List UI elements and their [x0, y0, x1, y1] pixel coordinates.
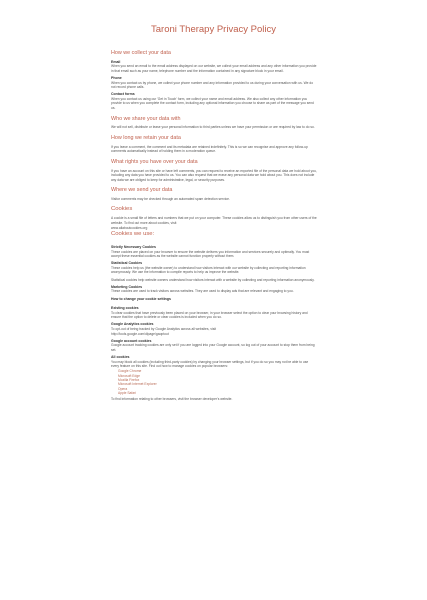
all-cookies-subheading: All cookies: [111, 354, 130, 359]
other-browsers-paragraph: To find information relating to other browsers, visit the browser developer's website.: [111, 396, 233, 401]
rights-heading: What rights you have over your data: [111, 159, 198, 166]
share-heading: Who we share your data with: [111, 115, 181, 122]
email-paragraph: When you send an email to the email address displayed on our website, we collect your email address and any other information you provide in that email such as your name, telephone number and the information contained in any signature block in your email.: [111, 64, 317, 73]
browser-link-opera[interactable]: Opera: [118, 386, 128, 391]
forms-paragraph: When you contact us using our 'Get in Touch' form, we collect your name and email address. We also collect any other information you provide to us when you complete the contact form, including any optional information you choose to share as part of the message you send us.: [111, 96, 314, 110]
change-settings-subheading: How to change your cookie settings: [111, 296, 171, 301]
rights-paragraph: If you have an account on this site or have left comments, you can request to receive an exported file of the personal data we hold about you, including any data you have provided to us. You can also request that we erase any personal data we hold about you. This does not include any data we are obliged to keep for administrative, legal, or security purposes.: [111, 168, 317, 182]
retain-heading: How long we retain your data: [111, 135, 181, 142]
mkt-cookies-paragraph: These cookies are used to track visitors across websites. They are used to display ads that are relevant and engaging to you.: [111, 289, 294, 294]
retain-paragraph: If you leave a comment, the comment and its metadata are retained indefinitely. This is so we can recognise and approve any follow-up comments automatically instead of holding them in a moderation queue.: [111, 144, 308, 154]
browser-link-ie[interactable]: Microsoft Internet Explorer: [118, 382, 157, 387]
stat-cookies-paragraph: These cookies help us (the website owner) to understand how visitors interact with our website by collecting and reporting information anonymously. We use the information to compile reports to help us improve the website.: [111, 266, 306, 275]
browser-link-chrome[interactable]: Google Chrome: [118, 369, 142, 374]
stat-cookies-paragraph-2: Statistical cookies help website owners understand how visitors interact with a website by collecting and reporting information anonymously.: [111, 277, 315, 282]
stat-cookies-subheading: Statistical Cookies: [111, 261, 143, 266]
strict-cookies-paragraph: These cookies are placed on your browser to ensure the website delivers you information and services securely and optimally. You must accept these essential cookies as the website cannot function properly without them.: [111, 249, 310, 259]
send-paragraph: Visitor comments may be checked through an automated spam detection service.: [111, 197, 230, 201]
gacc-cookies-paragraph: Google account tracking cookies are only set if you are logged into your Google account, so log out of your account to stop them from being set.: [111, 343, 315, 352]
browser-link-safari[interactable]: Apple Safari: [118, 391, 136, 396]
browser-list: [111, 369, 317, 396]
page-title: Taroni Therapy Privacy Policy: [151, 24, 276, 35]
ga-optout-link[interactable]: http://tools.google.com/dlpage/gaoptout: [111, 331, 169, 336]
allaboutcookies-link[interactable]: www.allaboutcookies.org: [111, 225, 148, 230]
gacc-cookies-subheading: Google account cookies: [111, 338, 152, 343]
ga-cookies-paragraph: To opt-out of being tracked by Google Analytics across all websites, visit: [111, 326, 217, 331]
phone-subheading: Phone: [111, 75, 122, 80]
forms-subheading: Contact forms: [111, 92, 135, 97]
browser-link-firefox[interactable]: Mozilla Firefox: [118, 378, 140, 383]
send-heading: Where we send your data: [111, 187, 173, 194]
cookies-intro: A cookie is a small file of letters and numbers that we put on your computer. These cookies allow us to distinguish you from other users of the website. To find out more about cookies, visit: [111, 216, 317, 225]
collect-heading: How we collect your data: [111, 50, 171, 56]
cookies-we-use-heading: Cookies we use:: [111, 231, 155, 238]
ga-cookies-subheading: Google Analytics cookies: [111, 322, 154, 327]
all-cookies-paragraph: You may block all cookies (including third-party cookies) by changing your browser settings, but if you do so you may not be able to use every feature on this site. Find out how to manage cookies on popular browsers:: [111, 359, 309, 369]
policy-content: [111, 50, 317, 401]
phone-paragraph: When you contact us by phone, we collect your phone number and any information provided to us during your conversation with us. We do not record phone calls.: [111, 80, 314, 90]
strict-cookies-subheading: Strictly Necessary Cookies: [111, 244, 156, 249]
existing-cookies-subheading: Existing cookies: [111, 305, 139, 310]
cookies-heading: Cookies: [111, 206, 133, 213]
mkt-cookies-subheading: Marketing Cookies: [111, 284, 143, 289]
browser-link-edge[interactable]: Microsoft Edge: [118, 373, 140, 378]
share-paragraph: We will not sell, distribute or lease your personal information to third parties unless we have your permission or are required by law to do so.: [111, 125, 315, 130]
existing-cookies-paragraph: To clear cookies that have previously been placed on your browser, in your browser select the option to clear your browsing history and ensure that the option to delete or clear cookies is included when you do so.: [111, 310, 308, 320]
email-subheading: Email: [111, 59, 121, 64]
